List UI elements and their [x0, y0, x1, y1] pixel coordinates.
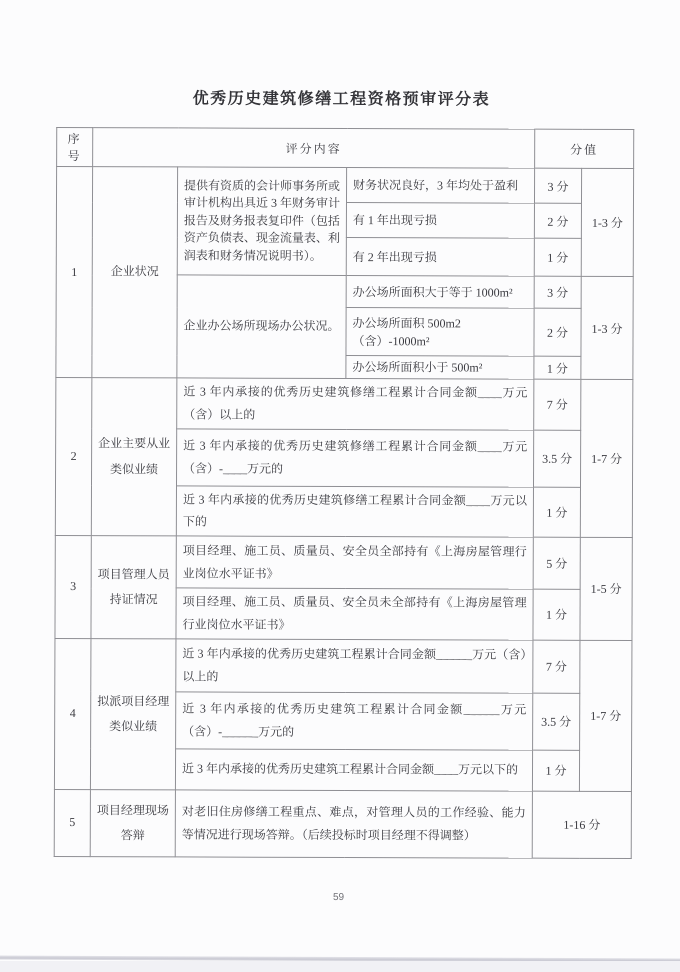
score-cell: 2 分 — [534, 203, 581, 238]
table-row — [56, 378, 633, 431]
criteria-item-cell: 近 3 年内承接的优秀历史建筑修缮工程累计合同金额____万元以下的 — [176, 486, 533, 538]
criteria-item-cell: 财务状况良好，3 年均处于盈利 — [346, 168, 534, 204]
category-cell: 项目经理现场答辩 — [90, 789, 175, 856]
scoring-table — [54, 127, 635, 859]
score-cell: 5 分 — [533, 537, 580, 589]
score-cell: 7 分 — [534, 379, 581, 430]
score-cell: 1 分 — [533, 487, 580, 538]
score-range-cell: 1-16 分 — [532, 791, 631, 858]
criteria-item-cell: 近 3 年内承接的优秀历史建筑修缮工程累计合同金额____万元（含）以上的 — [177, 378, 534, 430]
category-cell: 项目管理人员持证情况 — [91, 536, 176, 639]
criteria-item-cell: 对老旧住房修缮工程重点、难点，对管理人员的工作经验、能力等情况进行现场答辩。（后续投标时项目经理不得调整） — [175, 790, 532, 858]
row-number-cell: 2 — [55, 378, 92, 536]
score-range-cell: 1-3 分 — [581, 276, 633, 379]
page-number: 59 — [332, 891, 345, 904]
score-cell: 3 分 — [534, 276, 581, 308]
score-cell: 2 分 — [534, 308, 581, 356]
criteria-item-cell: 办公场所面积 500m2（含）-1000m² — [346, 308, 534, 357]
table-header-row — [57, 128, 634, 169]
criteria-item-cell: 近 3 年内承接的优秀历史建筑工程累计合同金额______万元（含）以上的 — [176, 639, 533, 693]
category-cell: 企业状况 — [92, 167, 178, 378]
criteria-item-cell: 项目经理、施工员、质量员、安全员全部持有《上海房屋管理行业岗位水平证书》 — [176, 536, 533, 589]
score-cell: 1 分 — [532, 750, 579, 791]
criteria-item-cell: 办公场所面积大于等于 1000m² — [346, 276, 534, 309]
row-number-cell: 1 — [56, 167, 93, 378]
criteria-item-cell: 有 2 年出现亏损 — [346, 238, 534, 277]
score-range-cell: 1-7 分 — [580, 379, 633, 537]
criteria-desc-cell: 企业办公场所现场办公状况。 — [177, 275, 346, 379]
category-cell: 企业主要从业类似业绩 — [91, 378, 177, 536]
criteria-item-cell: 有 1 年出现亏损 — [346, 203, 534, 239]
row-number-cell: 5 — [54, 789, 90, 856]
table-row — [56, 167, 633, 204]
score-cell: 3.5 分 — [534, 430, 581, 487]
score-cell: 1 分 — [533, 589, 580, 640]
criteria-item-cell: 项目经理、施工员、质量员、安全员未全部持有《上海房屋管理行业岗位水平证书》 — [176, 588, 533, 640]
row-number-cell: 3 — [55, 536, 91, 639]
score-cell: 1 分 — [534, 356, 581, 379]
criteria-item-cell: 近 3 年内承接的优秀历史建筑工程累计合同金额______万元（含）-______万元的 — [176, 692, 533, 750]
table-row — [54, 789, 631, 858]
header-no: 序号 — [57, 128, 93, 167]
row-number-cell: 4 — [54, 638, 91, 789]
score-cell: 1 分 — [534, 238, 581, 276]
header-content: 评分内容 — [93, 128, 535, 169]
table-row — [55, 536, 632, 590]
score-cell: 7 分 — [533, 640, 580, 693]
criteria-item-cell: 近 3 年内承接的优秀历史建筑修缮工程累计合同金额____万元（含）-____万元的 — [177, 429, 534, 487]
table-row — [55, 638, 632, 693]
scan-edge-area — [0, 961, 680, 972]
score-cell: 3.5 分 — [533, 693, 580, 750]
score-range-cell: 1-5 分 — [580, 538, 632, 641]
score-range-cell: 1-3 分 — [581, 168, 633, 276]
score-range-cell: 1-7 分 — [579, 640, 632, 791]
criteria-desc-cell: 提供有资质的会计师事务所或审计机构出具近 3 年财务审计报告及财务报表复印件（包括资产负债表、现金流量表、利润表和财务情况说明书）。 — [177, 167, 346, 276]
criteria-item-cell: 办公场所面积小于 500m² — [346, 356, 534, 380]
score-cell: 3 分 — [535, 168, 582, 203]
category-cell: 拟派项目经理类似业绩 — [90, 638, 176, 789]
page-title: 优秀历史建筑修缮工程资格预审评分表 — [192, 90, 491, 109]
header-score: 分值 — [535, 129, 634, 168]
criteria-item-cell: 近 3 年内承接的优秀历史建筑工程累计合同金额____万元以下的 — [175, 749, 532, 791]
